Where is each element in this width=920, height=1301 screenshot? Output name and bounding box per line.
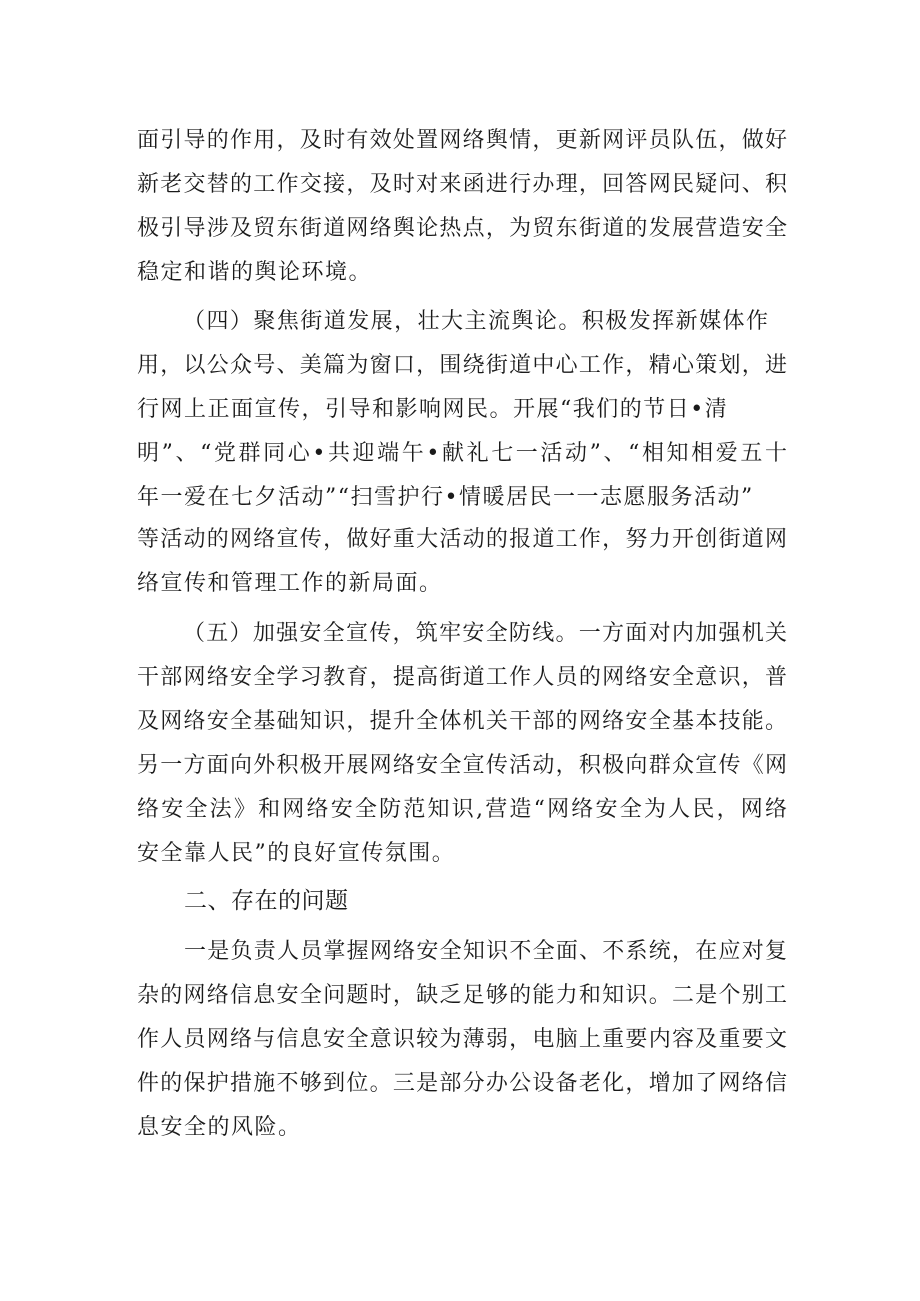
paragraph-line: 一是负责人员掌握网络安全知识不全面、不系统，在应对复 xyxy=(184,939,787,964)
paragraph-line: 及网络安全基础知识，提升全体机关干部的网络安全基本技能。 xyxy=(137,709,787,734)
paragraph-line: 安全靠人民”的良好宣传氛围。 xyxy=(137,841,456,866)
paragraph-line: 作人员网络与信息安全意识较为薄弱，电脑上重要内容及重要文 xyxy=(137,1027,787,1052)
paragraph-line: 杂的网络信息安全问题时，缺乏足够的能力和知识。二是个别工 xyxy=(137,983,787,1008)
paragraph-line: 明”、“党群同心•共迎端午•献礼七一活动”、“相知相爱五十 xyxy=(137,441,787,466)
paragraph-line: （四）聚焦街道发展，壮大主流舆论。积极发挥新媒体作 xyxy=(183,309,768,334)
paragraph-line: 等活动的网络宣传，做好重大活动的报道工作，努力开创街道网 xyxy=(137,527,787,552)
paragraph-line: 行网上正面宣传，引导和影响网民。开展“我们的节日•清 xyxy=(137,397,729,422)
paragraph-line: 稳定和谐的舆论环境。 xyxy=(137,260,373,285)
paragraph-line: 另一方面向外积极开展网络安全宣传活动，积极向群众宣传《网 xyxy=(137,753,787,778)
paragraph-line: 件的保护措施不够到位。三是部分办公设备老化，增加了网络信 xyxy=(137,1071,787,1096)
section-heading: 二、存在的问题 xyxy=(184,888,349,914)
paragraph-line: 络安全法》和网络安全防范知识,营造“网络安全为人民，网络 xyxy=(137,797,787,822)
paragraph-line: 干部网络安全学习教育，提高街道工作人员的网络安全意识，普 xyxy=(137,665,787,690)
paragraph-line: 极引导涉及贸东街道网络舆论热点，为贸东街道的发展营造安全 xyxy=(137,216,787,241)
paragraph-line: （五）加强安全宣传，筑牢安全防线。一方面对内加强机关 xyxy=(183,621,787,646)
paragraph-line: 新老交替的工作交接，及时对来函进行办理，回答网民疑问、积 xyxy=(137,172,787,197)
paragraph-line: 年一爱在七夕活动”“扫雪护行•情暖居民一一志愿服务活动” xyxy=(137,485,754,510)
paragraph-line: 络宣传和管理工作的新局面。 xyxy=(137,571,443,596)
paragraph-line: 面引导的作用，及时有效处置网络舆情，更新网评员队伍，做好 xyxy=(137,128,787,153)
paragraph-line: 息安全的风险。 xyxy=(137,1115,302,1140)
paragraph-line: 用，以公众号、美篇为窗口，围绕街道中心工作，精心策划，进 xyxy=(137,353,787,378)
